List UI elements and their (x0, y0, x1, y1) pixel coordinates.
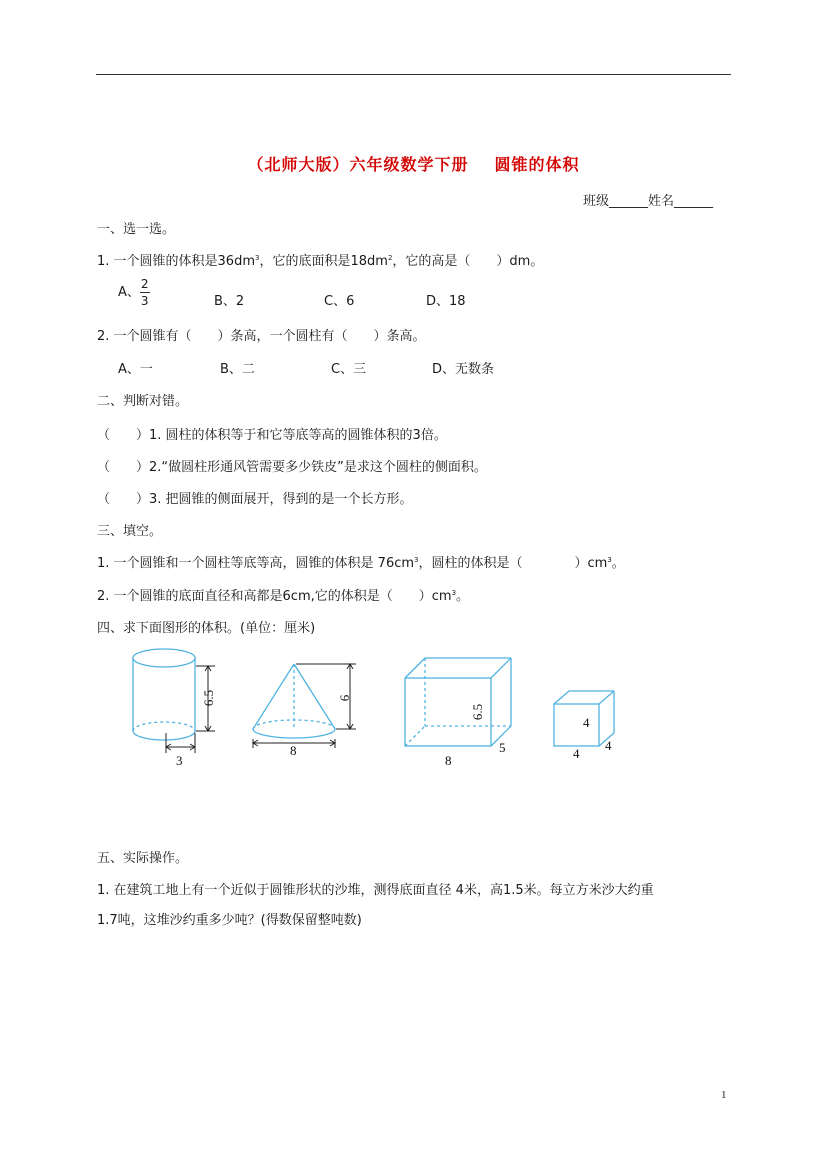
option-1-1-a: A、 $\frac{2}{3}$ (118, 277, 149, 308)
class-name-field: 班级______姓名______ (583, 194, 714, 209)
fraction: $\frac{2}{3}$ (140, 277, 149, 308)
cube-bottom-label: 4 (573, 746, 580, 761)
fill-question-2: 2. 一个圆锥的底面直径和高都是6cm,它的体积是（ ）$cm^3$。 (97, 589, 470, 604)
header-rule (96, 74, 731, 75)
cylinder-figure (133, 649, 195, 740)
option-1-1-d: D、18 (426, 294, 466, 309)
judge-item-2: （ ）2.“做圆柱形通风管需要多少铁皮”是求这个圆柱的侧面积。 (97, 460, 487, 475)
option-1-1-b: B、2 (214, 294, 245, 309)
cone-diameter-label: 8 (290, 743, 297, 758)
section-5-heading: 五、实际操作。 (97, 851, 189, 866)
judge-item-3: （ ）3. 把圆锥的侧面展开，得到的是一个长方形。 (97, 492, 413, 507)
option-1-2-b: B、二 (220, 362, 255, 377)
cube-front-label: 4 (583, 715, 590, 730)
cuboid-height-label: 6.5 (470, 703, 485, 721)
section-3-heading: 三、填空。 (97, 524, 163, 539)
question-1-2: 2. 一个圆锥有（ ）条高，一个圆柱有（ ）条高。 (97, 329, 426, 344)
option-1-2-a: A、一 (118, 362, 153, 377)
section-1-heading: 一、选一选。 (97, 222, 176, 237)
practice-question-line-1: 1. 在建筑工地上有一个近似于圆锥形状的沙堆，测得底面直径 4米，高1.5米。每立方米沙大约重 (97, 883, 654, 898)
geometry-figures (0, 640, 827, 780)
cylinder-height-label: 6.5 (201, 689, 216, 707)
cube-side-label: 4 (605, 738, 612, 753)
cone-figure (253, 664, 335, 738)
judge-item-1: （ ）1. 圆柱的体积等于和它等底等高的圆锥体积的3倍。 (97, 428, 447, 443)
cuboid-figure (405, 658, 511, 746)
fill-question-1: 1. 一个圆锥和一个圆柱等底等高，圆锥的体积是 $76cm^3$，圆柱的体积是（ ）$cm^3$。 (97, 556, 625, 571)
section-4-heading: 四、求下面图形的体积。(单位：厘米) (97, 621, 316, 636)
practice-question-line-2: 1.7吨，这堆沙约重多少吨？(得数保留整吨数) (97, 913, 362, 928)
cylinder-radius-label: 3 (176, 753, 183, 768)
section-2-heading: 二、判断对错。 (97, 394, 189, 409)
option-1-1-c: C、6 (324, 294, 355, 309)
page-title: （北师大版）六年级数学下册 圆锥的体积 (247, 155, 580, 174)
cone-height-label: 6 (337, 694, 352, 702)
question-1-1: 1. 一个圆锥的体积是$36dm^3$，它的底面积是$18dm^2$，它的高是（ ）dm。 (97, 254, 544, 269)
cuboid-length-label: 8 (445, 753, 452, 768)
cuboid-width-label: 5 (499, 740, 506, 755)
option-1-2-c: C、三 (331, 362, 367, 377)
page-number: 1 (721, 1089, 727, 1101)
option-1-2-d: D、无数条 (432, 362, 495, 377)
